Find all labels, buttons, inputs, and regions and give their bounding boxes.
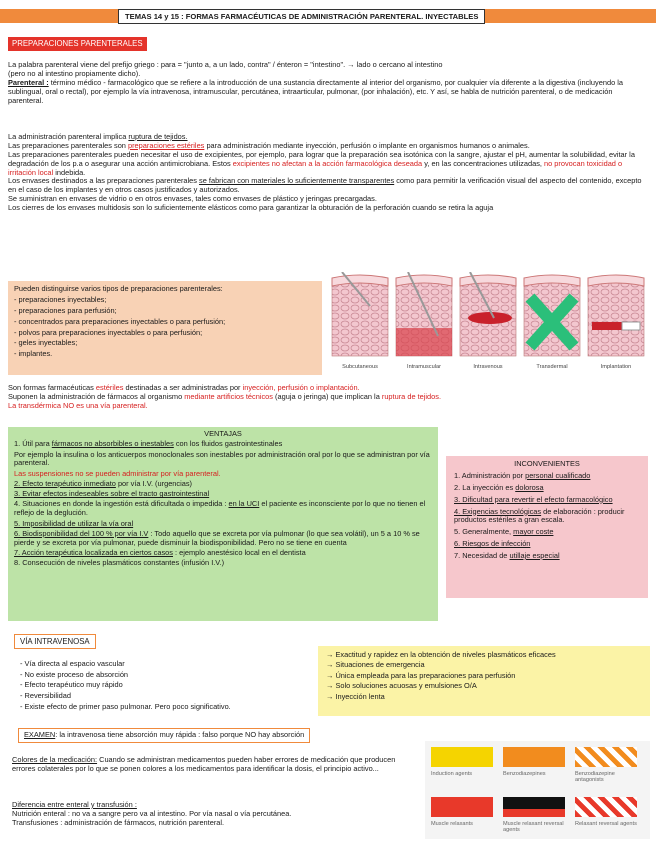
via-iv-item: - Vía directa al espacio vascular xyxy=(20,659,125,668)
inconveniente-item: 6. Riesgos de infección xyxy=(454,539,531,549)
page-title: TEMAS 14 y 15 : FORMAS FARMACÉUTICAS DE ADMINISTRACIÓN PARENTERAL. INYECTABLES xyxy=(118,9,485,24)
text-highlight: inyección, perfusión o implantación. xyxy=(242,383,360,392)
arrow-right-icon: → xyxy=(326,681,336,691)
text-underlined: ruptura de tejidos. xyxy=(128,132,188,141)
ventaja-item xyxy=(14,549,432,558)
panel-transdermal xyxy=(524,275,580,356)
text: 2. La inyección es xyxy=(454,482,516,492)
iv-feature xyxy=(326,682,642,691)
ventaja-item xyxy=(14,530,432,548)
text-underlined: en la UCI xyxy=(228,499,260,509)
text: Las preparaciones parenterales pueden necesitar el uso de excipientes, por ejemplo, para lograr que la preparación sea isotónica con la sangre, ajustar el pH, aumentar la solubilidad, evitar la degradación de los p.a o asegurar una acción antimicrobiana. Estos xyxy=(8,149,635,168)
swatch-benzodiazepine-antagonists xyxy=(575,747,637,767)
inconveniente-item xyxy=(454,508,640,526)
text-underlined: 4. Exigencias tecnológicas xyxy=(454,506,542,516)
route-label: Intramuscular xyxy=(407,364,441,370)
via-iv-item: - Reversibilidad xyxy=(20,691,71,701)
text: (aguja o jeringa) que implican la xyxy=(272,391,382,401)
routes-illustration xyxy=(330,272,650,374)
intro-line: La palabra parenteral viene del prefijo griego : para = "junto a, a un lado, contra" / énteron = "intestino". → lado o cercano al intestino xyxy=(8,60,443,69)
colores-label: Colores de la medicación: xyxy=(12,755,98,764)
iv-feature xyxy=(326,661,642,670)
ventaja-item: 5. Imposibilidad de utilizar la vía oral xyxy=(14,518,134,528)
tipos-item: - polvos para preparaciones inyectables o para perfusión; xyxy=(14,327,203,337)
intro-line: (pero no al intestino propiamente dicho). xyxy=(8,68,141,78)
vidrio-line: Se suministran en envases de vidrio o en otros envases, tales como envases de plástico y jeringas precargadas. xyxy=(8,194,377,204)
colores-text: Cuando se administran medicamentos pueden haber errores de medicación que producen errores colaterales por lo que se ponen colores a los medicamentos para identificar la dosis, el principio activo... xyxy=(12,755,396,773)
diferencia-line: Transfusiones : administración de fármacos, nutrición parenteral. xyxy=(12,817,225,827)
text: Son formas farmacéuticas xyxy=(8,383,96,392)
medication-color-chart xyxy=(425,741,650,839)
text-underlined: personal cualificado xyxy=(525,470,591,480)
text: Única empleada para las preparaciones para perfusión xyxy=(335,670,516,680)
examen-label: EXAMEN xyxy=(24,730,56,739)
text-underlined: 7. Acción terapéutica localizada en ciertos casos xyxy=(14,548,173,558)
text-underlined: dolorosa xyxy=(515,482,544,492)
route-label: Implantation xyxy=(600,364,632,370)
via-iv-item: - Existe efecto de primer paso pulmonar. Pero poco significativo. xyxy=(20,701,231,711)
tipos-item: - preparaciones para perfusión; xyxy=(14,305,117,315)
iv-features-box xyxy=(318,646,650,716)
inconvenientes-title: INCONVENIENTES xyxy=(514,459,580,468)
ventaja-item: Por ejemplo la insulina o los anticuerpos monoclonales son inestables por administración oral por lo que se administran por vía parenteral. xyxy=(14,449,430,468)
tipos-item: - concentrados para preparaciones inyectables o para perfusión; xyxy=(14,316,226,326)
parenteral-label: Parenteral : xyxy=(8,77,49,87)
inconvenientes-box xyxy=(446,456,648,598)
arrow-right-icon: → xyxy=(326,670,336,680)
formas-line: La transdérmica NO es una vía parenteral. xyxy=(8,400,148,410)
text: La administración parenteral implica xyxy=(8,132,129,141)
tipos-heading: Pueden distinguirse varios tipos de preparaciones parenterales: xyxy=(14,284,223,293)
text-underlined: 2. Efecto terapéutico inmediato xyxy=(14,478,116,488)
text: Situaciones de emergencia xyxy=(335,660,425,670)
formas-paragraph xyxy=(8,384,648,411)
route-label: Transdermal xyxy=(536,364,568,370)
text-highlight: no provocan toxicidad o irritación local xyxy=(8,158,623,177)
text-underlined: fármacos no absorbibles o inestables xyxy=(51,439,174,449)
swatch-induction-agents xyxy=(431,747,493,767)
examen-text: : la intravenosa tiene absorción muy rápida : falso porque NO hay absorción xyxy=(55,730,305,739)
inconveniente-item: 3. Dificultad para revertir el efecto farmacológico xyxy=(454,494,613,504)
arrow-right-icon: → xyxy=(326,650,336,659)
text: como para permitir la verificación visual del aspecto del contenido, excepto en el caso de los implantes y en otros casos justificados y autorizados. xyxy=(8,176,642,195)
text: : Todo aquello que se excreta por vía pulmonar (lo que sea volátil), un 5 a 10 % se pierde y se excreta por vía pulmonar, puede disminuir la biodisponibilidad. Pero no se tiene en cuenta xyxy=(14,528,420,547)
text: 1. Útil para xyxy=(14,439,52,449)
panel-intravenous xyxy=(460,272,516,356)
iv-feature xyxy=(326,693,642,702)
text: indebida. xyxy=(53,167,86,177)
ventaja-item: Las suspensiones no se pueden administrar por vía parenteral. xyxy=(14,468,221,478)
text: por vía I.V. (urgencias) xyxy=(115,478,193,488)
diferencia-paragraph xyxy=(12,801,417,828)
panel-intramuscular xyxy=(396,272,452,356)
route-label: Intravenous xyxy=(473,364,503,370)
text-highlight: excipientes no afectan a la acción farmacológica deseada xyxy=(232,158,423,168)
inconveniente-item xyxy=(454,484,640,493)
ventaja-item xyxy=(14,480,432,489)
panel-subcutaneous xyxy=(332,272,388,356)
parenteral-text: término médico - farmacológico que se refiere a la introducción de una sustancia directamente al interior del organismo, por cualquier vía diferente a la digestiva (incluyendo la sublingual, oral o rectal), por ejemplo la vía intravenosa, intramuscular, percutánea, intraarticular, pulmonar, (por inhalación), etc. Y así, se habla de nutrición parenteral, o de medicación parenteral. xyxy=(8,77,623,105)
swatch-label: Induction agents xyxy=(431,771,473,777)
text: 7. Necesidad de xyxy=(454,551,510,560)
examen-note xyxy=(18,728,310,743)
text: Las preparaciones parenterales son xyxy=(8,140,128,150)
ventaja-item xyxy=(14,500,432,518)
text: 1. Administración por xyxy=(454,470,526,480)
iv-feature xyxy=(326,672,642,681)
text: Los envases destinados a las preparaciones parenterales xyxy=(8,176,200,186)
text-highlight: ruptura de tejidos. xyxy=(381,391,442,401)
ventaja-item: 8. Consecución de niveles plasmáticos constantes (infusión I.V.) xyxy=(14,558,225,568)
text: con los fluidos gastrointestinales xyxy=(173,439,283,449)
text: Exactitud y rapidez en la obtención de niveles plasmáticos eficaces xyxy=(335,650,556,659)
via-iv-item: - Efecto terapéutico muy rápido xyxy=(20,680,123,690)
swatch-label: Benzodiazepines xyxy=(503,771,546,777)
tipos-box xyxy=(8,281,322,375)
iv-feature xyxy=(326,651,642,660)
parenteral-definition xyxy=(8,79,648,106)
text-highlight: preparaciones estériles xyxy=(127,140,205,150)
inconveniente-item xyxy=(454,528,640,537)
tipos-item: - preparaciones inyectables; xyxy=(14,294,107,304)
text: Inyección lenta xyxy=(335,691,385,701)
swatch-label: Benzodiazepine antagonists xyxy=(575,771,615,784)
arrow-right-icon: → xyxy=(326,660,336,670)
arrow-right-icon: → xyxy=(326,691,336,701)
diferencia-line: Nutrición enteral : no va a sangre pero va al intestino. Por vía nasal o vía percutánea. xyxy=(12,808,292,818)
swatch-muscle-relaxants xyxy=(431,797,493,817)
text: y, en las concentraciones utilizadas, xyxy=(422,158,545,168)
ventajas-box xyxy=(8,427,438,621)
text: destinadas a ser administradas por xyxy=(123,383,243,392)
ventaja-item: 3. Evitar efectos indeseables sobre el tracto gastrointestinal xyxy=(14,489,210,499)
ventaja-item xyxy=(14,440,432,449)
cierre-line: Los cierres de los envases multidosis son lo suficientemente elásticos como para garantizar la obturación de la perforación cuando se retira la aguja xyxy=(8,203,494,212)
text: el paciente es inconsciente por lo que no tienen el reflejo de la deglución. xyxy=(14,499,426,518)
tipos-item: - geles inyectables; xyxy=(14,338,78,348)
text: para administración mediante inyección, perfusión o implante en organismos humanos o animales. xyxy=(204,140,530,150)
text: 4. Situaciones en donde la ingestión está dificultada o impedida : xyxy=(14,499,229,509)
section-title: PREPARACIONES PARENTERALES xyxy=(8,37,147,51)
swatch-label: Muscle relaxants xyxy=(431,821,473,827)
route-label: Subcutaneous xyxy=(342,364,378,370)
excipient-line xyxy=(8,151,648,178)
inconveniente-item xyxy=(454,552,640,561)
swatch-benzodiazepines xyxy=(503,747,565,767)
diferencia-label: Diferencia entre enteral y transfusión : xyxy=(12,800,137,809)
via-iv-list xyxy=(20,660,310,713)
inconveniente-item xyxy=(454,472,640,481)
text: 5. Generalmente, xyxy=(454,527,514,537)
text-underlined: se fabrican con materiales lo suficientemente transparentes xyxy=(199,176,395,186)
text-underlined: utillaje especial xyxy=(509,551,560,560)
text-highlight: estériles xyxy=(95,383,124,392)
ventajas-title: VENTAJAS xyxy=(204,429,242,438)
text: : ejemplo anestésico local en el dentista xyxy=(173,548,306,558)
via-iv-item: - No existe proceso de absorción xyxy=(20,669,129,679)
text: Solo soluciones acuosas y emulsiones O/A xyxy=(335,681,477,691)
text-highlight: mediante artificios técnicos xyxy=(184,391,273,401)
swatch-label: Muscle relaxant reversal agents xyxy=(503,821,564,834)
via-iv-title: VÍA INTRAVENOSA xyxy=(14,634,96,649)
colores-paragraph xyxy=(12,756,417,774)
envases-line xyxy=(8,177,648,195)
body-paragraphs xyxy=(8,133,648,213)
swatch-relaxant-reversal xyxy=(503,797,565,817)
tipos-item: - implantes. xyxy=(14,349,53,359)
panel-implantation xyxy=(588,275,644,356)
swatch-label: Relaxant reversal agents xyxy=(575,821,637,827)
text: de elaboración : producir productos estériles a gran escala. xyxy=(454,506,625,525)
swatch-reversal-agents xyxy=(575,797,637,817)
text: Suponen la administración de fármacos al organismo xyxy=(8,391,185,401)
intro-paragraph xyxy=(8,61,648,105)
text-underlined: 6. Biodisponibilidad del 100 % por vía I.V xyxy=(14,528,149,538)
text-underlined: mayor coste xyxy=(513,527,554,537)
